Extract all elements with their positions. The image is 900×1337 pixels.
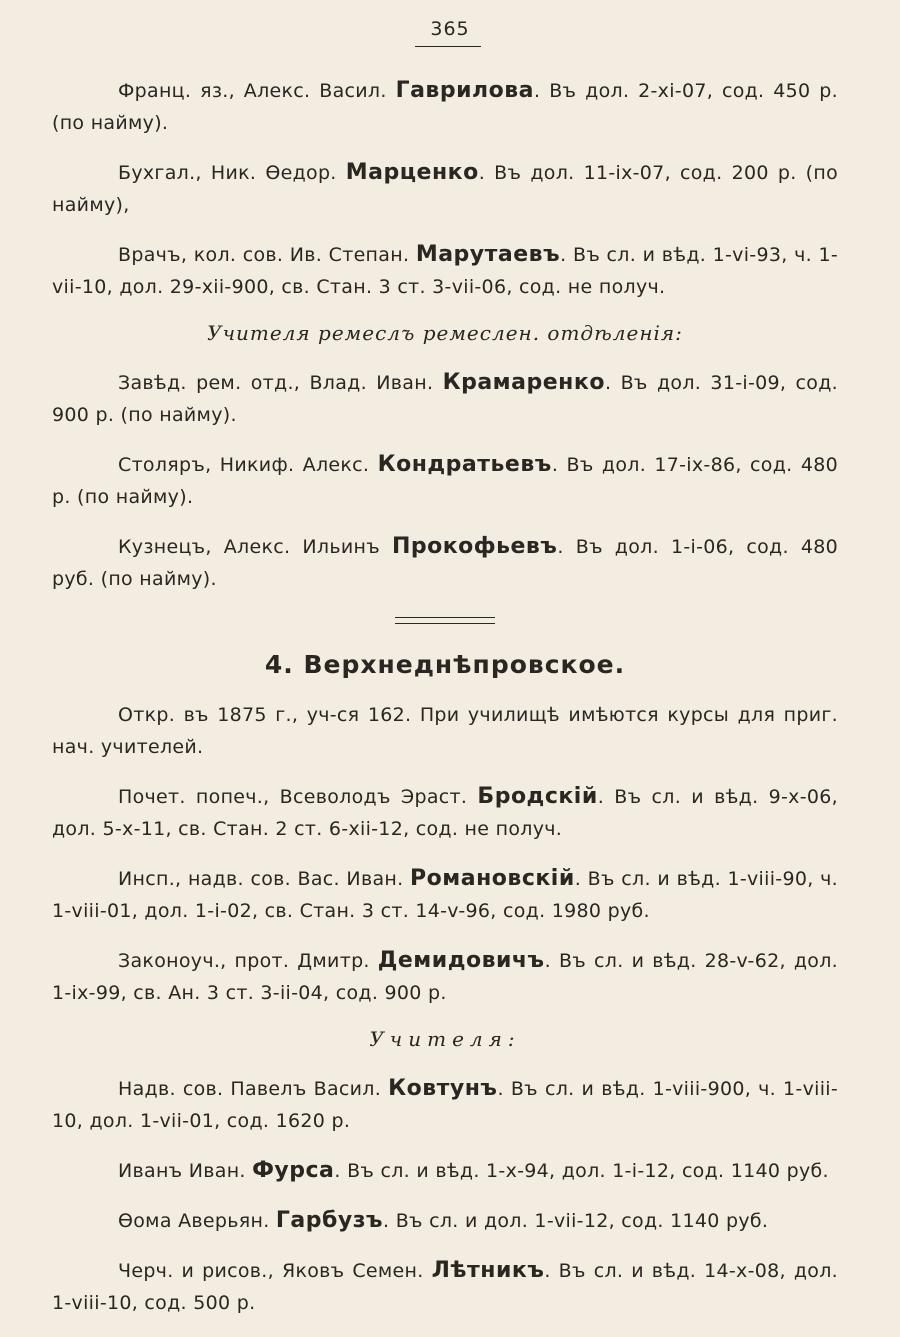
entry-brodsky: Почет. попеч., Всеволодъ Эраст. Бродскій. Въ сл. и вѣд. 9-x-06, дол. 5-x-11, св. Стан. 2 ст. 6-xii-12, сод. не получ. xyxy=(52,784,838,840)
person-name: Прокофьевъ xyxy=(391,534,558,559)
entry-demidovich: Законоуч., прот. Дмитр. Демидовичъ. Въ сл. и вѣд. 28-v-62, дол. 1-ix-99, св. Ан. 3 ст. 3-ii-04, сод. 900 р. xyxy=(52,948,838,1004)
entry-kovtun: Надв. сов. Павелъ Васил. Ковтунъ. Въ сл. и вѣд. 1-viii-900, ч. 1-viii-10, дол. 1-vii-01, сод. 1620 р. xyxy=(52,1076,839,1132)
person-name: Лѣтникъ xyxy=(431,1258,545,1283)
entry-marutaev: Врачъ, кол. сов. Ив. Степан. Марутаевъ. Въ сл. и вѣд. 1-vi-93, ч. 1-vii-10, дол. 29-xii-900, св. Стан. 3 ст. 3-vii-06, сод. не получ. xyxy=(52,242,838,298)
teachers-list xyxy=(52,1073,838,1319)
entry-prokofiev: Кузнецъ, Алекс. Ильинъ Прокофьевъ. Въ дол. 1-i-06, сод. 480 руб. (по найму). xyxy=(52,534,839,590)
person-name: Бродскій xyxy=(477,784,598,809)
person-name: Ковтунъ xyxy=(388,1076,498,1101)
person-name: Марценко xyxy=(345,160,479,185)
section-title: 4. Верхнеднѣпровское. xyxy=(264,650,626,679)
page-number-rule xyxy=(415,46,481,47)
person-name: Марутаевъ xyxy=(415,242,561,267)
page-content xyxy=(52,75,838,1337)
page-number: 365 xyxy=(430,18,470,40)
entry-martsenko: Бухгал., Ник. Өедор. Марценко. Въ дол. 11-ix-07, сод. 200 р. (по найму), xyxy=(52,160,838,216)
subheading-teachers: Учителя: xyxy=(369,1027,521,1051)
person-name: Гаврилова xyxy=(395,78,535,103)
person-name: Кондратьевъ xyxy=(377,452,552,477)
entry-romanovsky: Инсп., надв. сов. Вас. Иван. Романовскій. Въ сл. и вѣд. 1-viii-90, ч. 1-viii-01, дол. 1-i-02, св. Стан. 3 ст. 14-v-96, сод. 1980 руб. xyxy=(52,866,838,922)
person-name: Гарбузъ xyxy=(275,1208,384,1233)
person-name: Фурса xyxy=(252,1158,335,1183)
entry-garbuz: Өома Аверьян. Гарбузъ. Въ сл. и дол. 1-vii-12, сод. 1140 руб. xyxy=(118,1208,769,1233)
entry-gavrilova: Франц. яз., Алекс. Васил. Гаврилова. Въ дол. 2-xi-07, сод. 450 р. (по найму). xyxy=(52,78,838,134)
entry-letnik: Черч. и рисов., Яковъ Семен. Лѣтникъ. Въ сл. и вѣд. 14-x-08, дол. 1-viii-10, сод. 500 р. xyxy=(52,1258,838,1314)
school-staff-list xyxy=(52,699,838,1009)
person-name: Крамаренко xyxy=(442,370,605,395)
person-name: Романовскій xyxy=(410,866,575,891)
section-divider xyxy=(395,617,495,624)
entry-kondratiev: Столяръ, Никиф. Алекс. Кондратьевъ. Въ дол. 17-ix-86, сод. 480 р. (по найму). xyxy=(52,452,838,508)
entry-fursa: Иванъ Иван. Фурса. Въ сл. и вѣд. 1-x-94, дол. 1-i-12, сод. 1140 руб. xyxy=(118,1158,829,1183)
staff-list-continued xyxy=(52,75,838,303)
craft-teachers-list xyxy=(52,367,838,595)
school-info: Откр. въ 1875 г., уч-ся 162. При училищѣ имѣются курсы для приг. нач. учителей. xyxy=(52,704,838,758)
subheading-craft-teachers: Учителя ремеслъ ремеслен. отдѣленія: xyxy=(207,321,683,345)
person-name: Демидовичъ xyxy=(377,948,545,973)
entry-kramarenko: Завѣд. рем. отд., Влад. Иван. Крамаренко. Въ дол. 31-i-09, сод. 900 р. (по найму). xyxy=(52,370,838,426)
